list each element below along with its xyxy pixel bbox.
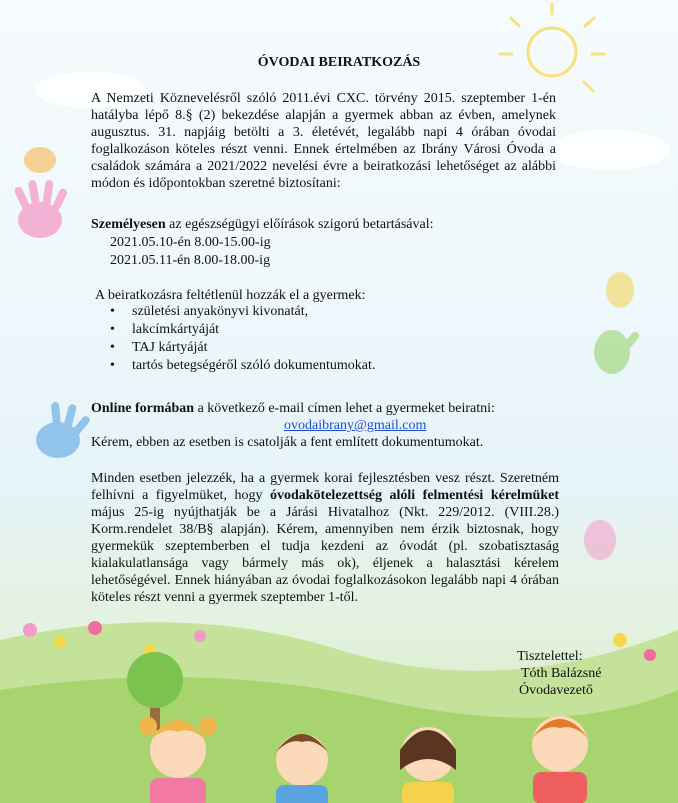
online-lead: Online formában xyxy=(91,401,195,416)
email-link[interactable]: ovodaibrany@gmail.com xyxy=(284,418,427,433)
closing-paragraph xyxy=(91,470,559,606)
online-note: Kérem, ebben az esetben is csatolják a fent említett dokumentumokat. xyxy=(91,435,484,450)
in-person-lead: Személyesen xyxy=(91,217,166,232)
closing-bold-text: óvodakötelezettség alóli felmentési kérelmüket xyxy=(269,488,559,503)
requirements-heading: A beiratkozásra feltétlenül hozzák el a gyermek: xyxy=(95,288,366,303)
online-rest: a következő e-mail címen lehet a gyermeket beiratni: xyxy=(194,401,495,416)
list-item: • tartós betegségéről szóló dokumentumokat. xyxy=(110,357,375,375)
list-item: • lakcímkártyáját xyxy=(110,321,375,339)
requirements-list xyxy=(110,303,375,375)
page-title: ÓVODAI BEIRATKOZÁS xyxy=(257,55,421,70)
in-person-rest: az egészségügyi előírások szigorú betartásával: xyxy=(165,217,434,232)
signature-greeting: Tisztelettel: xyxy=(517,649,583,664)
closing-text-1: Minden esetben jelezzék, ha a gyermek korai fejlesztésben vesz részt. Szeretném felhívni a figyelmüket, hogy xyxy=(91,471,559,503)
list-item: • születési anyakönyvi kivonatát, xyxy=(110,303,375,321)
intro-paragraph: A Nemzeti Köznevelésről szóló 2011.évi CXC. törvény 2015. szeptember 1-én hatályba lépő 8.§ (2) bekezdése alapján a gyermek abban az évben, amelynek augusztus. 31. napjáig betölti a 3. életévét, legalább napi 4 órában óvodai foglalkozáson köteles részt venni. Ennek értelmében az Ibrány Városi Óvoda a családok számára a 2021/2022 nevelési évre a beiratkozási lehetőséget az alábbi módon és időpontokban szeretné biztosítani: xyxy=(91,91,556,191)
signature-role: Óvodavezető xyxy=(519,683,593,698)
date-line-2: 2021.05.11-én 8.00-18.00-ig xyxy=(110,253,271,268)
signature-name: Tóth Balázsné xyxy=(521,666,602,681)
online-heading xyxy=(91,400,495,417)
list-item: • TAJ kártyáját xyxy=(110,339,375,357)
closing-text-2: május 25-ig nyújthatják be a Járási Hivatalhoz (Nkt. 229/2012. (VIII.28.) Korm.rendelet 38/B§ alapján). Kérem, amennyiben nem érzik biztosnak, hogy gyermekük szeptemberben el tudja kezdeni az óvodát (pl. szobatisztaság kialakulatlansága vagy bármely más ok), éljenek a halasztási kérelem lehetőségével. Ennek hiányában az óvodai foglalkozásokon legalább napi 4 órában köteles részt venni a gyermek szeptember 1-től. xyxy=(91,505,559,605)
date-line-1: 2021.05.10-én 8.00-15.00-ig xyxy=(110,235,271,250)
in-person-heading xyxy=(91,216,434,233)
